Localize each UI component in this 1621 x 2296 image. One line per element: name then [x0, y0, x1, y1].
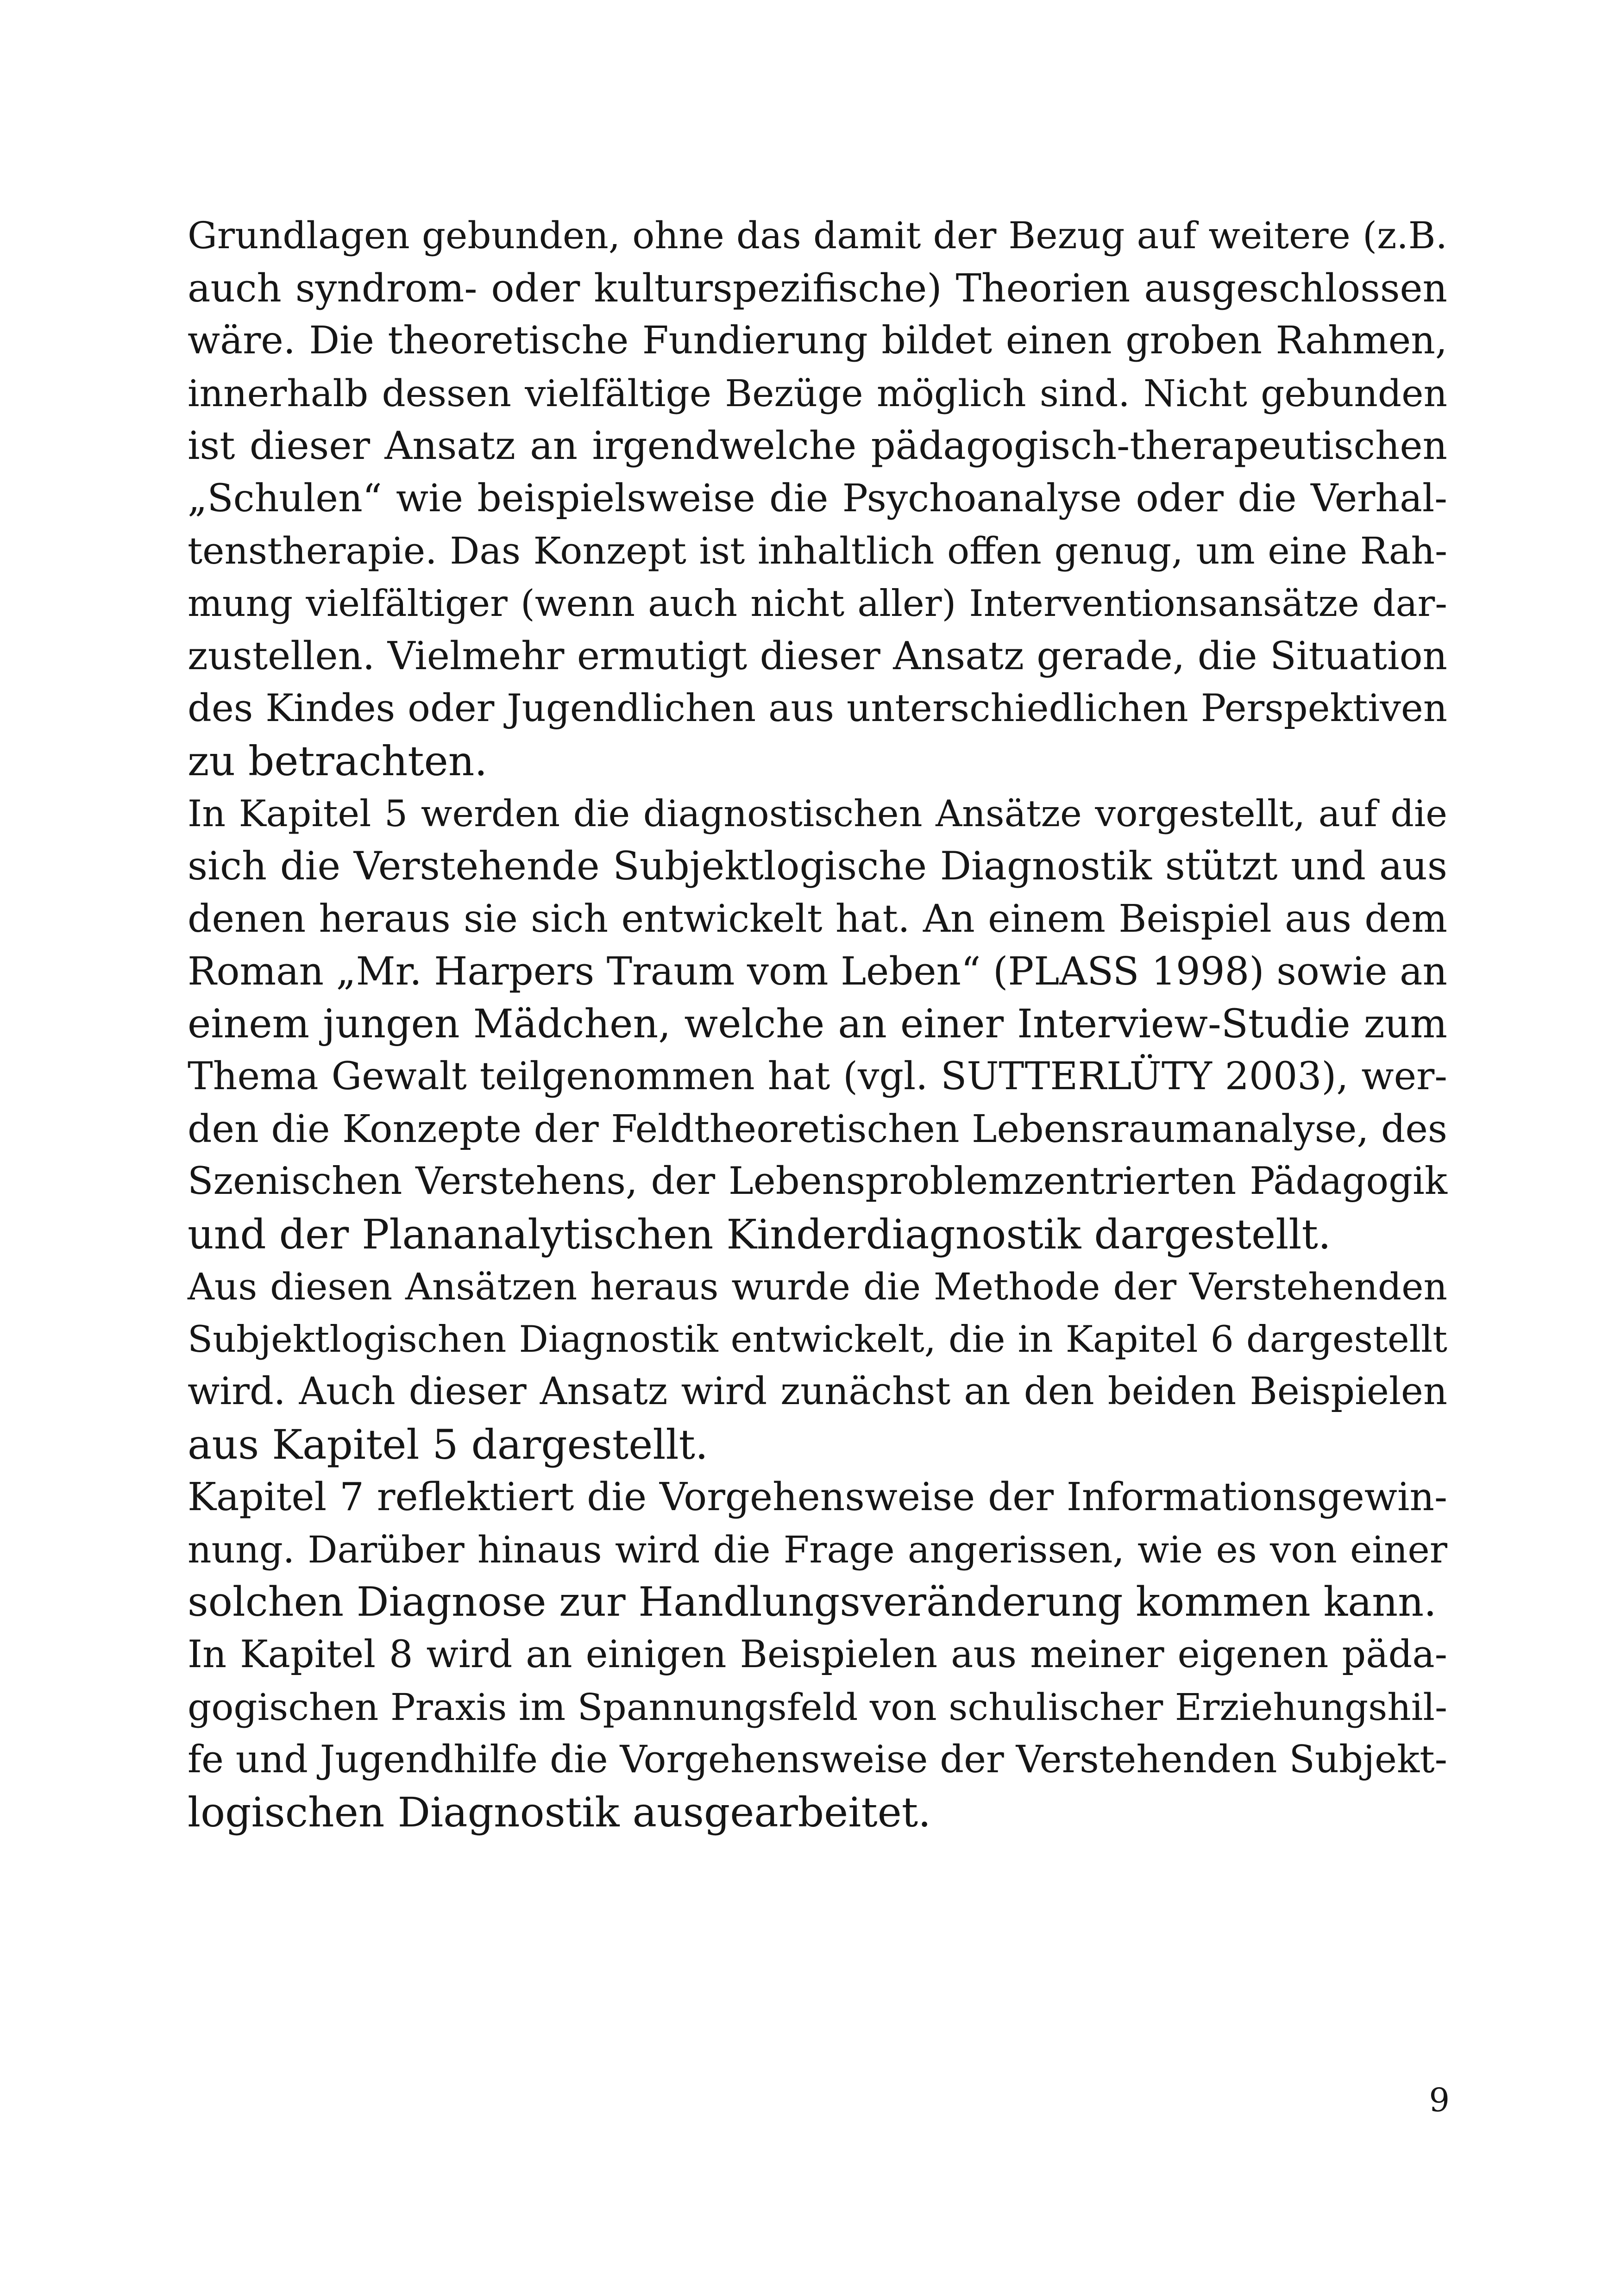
- text-line: auch syndrom- oder kulturspezifische) Theorien ausgeschlossen: [188, 265, 1447, 311]
- text-line: Szenischen Verstehens, der Lebensproblemzentrierten Pädagogik: [188, 1160, 1447, 1203]
- text-line: „Schulen“ wie beispielsweise die Psychoanalyse oder die Verhal-: [188, 476, 1447, 521]
- text-line: logischen Diagnostik ausgearbeitet.: [188, 1788, 931, 1836]
- paragraph: [188, 1629, 1447, 1839]
- text-line: den die Konzepte der Feldtheoretischen Lebensraumanalyse, des: [188, 1107, 1447, 1151]
- text-line: solchen Diagnose zur Handlungsveränderung kommen kann.: [188, 1578, 1437, 1625]
- text-line: tenstherapie. Das Konzept ist inhaltlich offen genug, um eine Rah-: [188, 529, 1447, 572]
- text-line: In Kapitel 8 wird an einigen Beispielen aus meiner eigenen päda-: [188, 1632, 1447, 1676]
- text-line: Aus diesen Ansätzen heraus wurde die Methode der Verstehenden: [188, 1265, 1447, 1308]
- body-text: [188, 209, 1447, 1839]
- text-line: wäre. Die theoretische Fundierung bildet einen groben Rahmen,: [188, 319, 1447, 363]
- text-line: fe und Jugendhilfe die Vorgehensweise der Verstehenden Subjekt-: [188, 1738, 1447, 1782]
- text-line: Thema Gewalt teilgenommen hat (vgl. SUTTERLÜTY 2003), wer-: [188, 1054, 1447, 1098]
- text-line: innerhalb dessen vielfältige Bezüge möglich sind. Nicht gebunden: [188, 371, 1447, 415]
- text-line: Kapitel 7 reflektiert die Vorgehensweise der Informationsgewin-: [188, 1474, 1447, 1519]
- text-line: einem jungen Mädchen, welche an einer Interview-Studie zum: [188, 1001, 1447, 1047]
- text-line: Roman „Mr. Harpers Traum vom Leben“ (PLASS 1998) sowie an: [188, 949, 1447, 994]
- paragraph: [188, 788, 1447, 1261]
- text-line: des Kindes oder Jugendlichen aus unterschiedlichen Perspektiven: [188, 686, 1447, 730]
- text-line: und der Plananalytischen Kinderdiagnostik dargestellt.: [188, 1210, 1331, 1258]
- text-line: aus Kapitel 5 dargestellt.: [188, 1420, 708, 1468]
- paragraph: [188, 1261, 1447, 1471]
- paragraph: [188, 209, 1447, 788]
- text-line: In Kapitel 5 werden die diagnostischen Ansätze vorgestellt, auf die: [188, 792, 1447, 835]
- text-line: sich die Verstehende Subjektlogische Diagnostik stützt und aus: [188, 843, 1447, 889]
- text-line: wird. Auch dieser Ansatz wird zunächst an den beiden Beispielen: [188, 1370, 1447, 1413]
- text-line: zu betrachten.: [188, 737, 488, 785]
- text-line: mung vielfältiger (wenn auch nicht aller) Interventionsansätze dar-: [188, 582, 1447, 625]
- text-line: Grundlagen gebunden, ohne das damit der Bezug auf weitere (z.B.: [188, 214, 1447, 257]
- paragraph: [188, 1471, 1447, 1629]
- text-line: zustellen. Vielmehr ermutigt dieser Ansatz gerade, die Situation: [188, 634, 1447, 678]
- page-number: 9: [1429, 2081, 1450, 2119]
- text-line: Subjektlogischen Diagnostik entwickelt, die in Kapitel 6 dargestellt: [188, 1317, 1447, 1361]
- text-line: ist dieser Ansatz an irgendwelche pädagogisch-therapeutischen: [188, 423, 1447, 468]
- text-line: denen heraus sie sich entwickelt hat. An einem Beispiel aus dem: [188, 897, 1447, 941]
- text-line: gogischen Praxis im Spannungsfeld von schulischer Erziehungshil-: [188, 1686, 1447, 1729]
- text-line: nung. Darüber hinaus wird die Frage angerissen, wie es von einer: [188, 1528, 1447, 1571]
